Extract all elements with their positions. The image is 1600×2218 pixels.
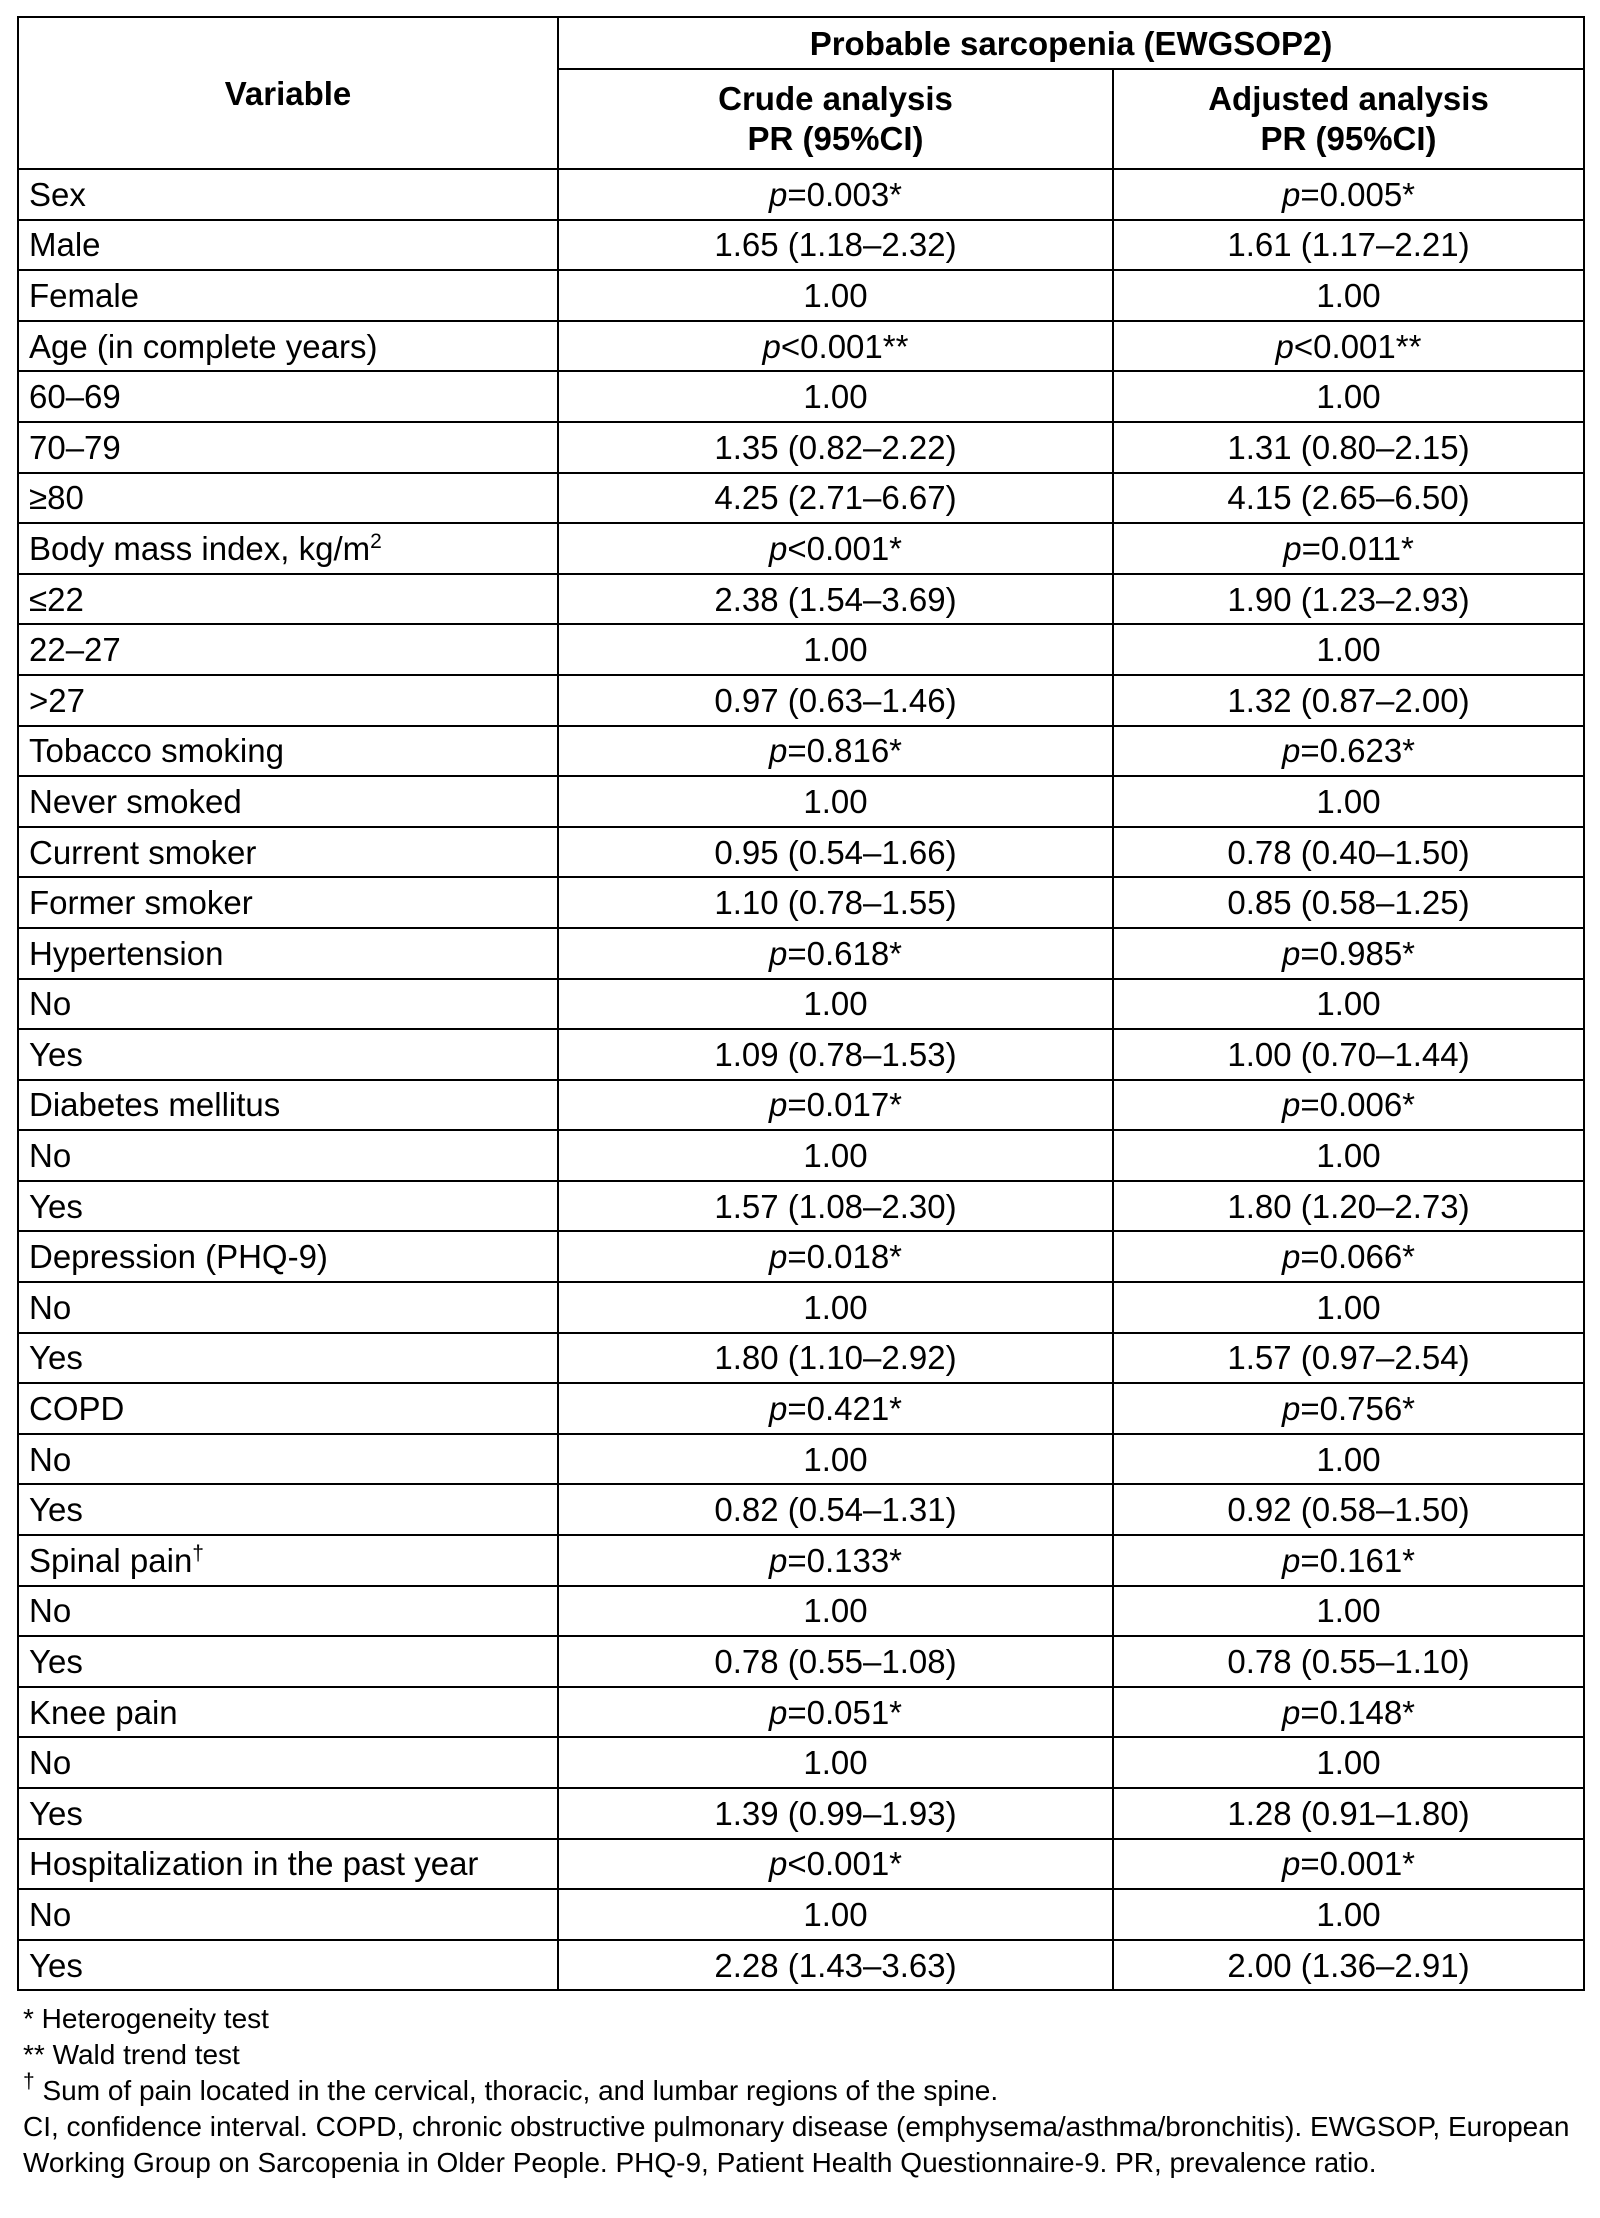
crude-value-text: 1.10 (0.78–1.55) [714, 884, 957, 922]
crude-value-cell [558, 220, 1113, 271]
adjusted-value-cell [1113, 1687, 1584, 1738]
row-label-text: Yes [29, 1491, 83, 1529]
adjusted-value-cell [1113, 1383, 1584, 1434]
crude-value-text: 2.38 (1.54–3.69) [714, 580, 957, 618]
variable-label [18, 726, 558, 777]
crude-value-cell [558, 1282, 1113, 1333]
footnote-heterogeneity: * Heterogeneity test [23, 2003, 269, 2035]
table-row [18, 1434, 1584, 1485]
crude-value-cell [558, 726, 1113, 777]
category-label [18, 1889, 558, 1940]
adjusted-value-cell [1113, 1889, 1584, 1940]
footnote-dagger [23, 2070, 1583, 2109]
category-label [18, 371, 558, 422]
table-row [18, 1788, 1584, 1839]
adjusted-value-text: 1.80 (1.20–2.73) [1227, 1187, 1470, 1225]
table-row [18, 928, 1584, 979]
table-row [18, 1080, 1584, 1131]
category-label [18, 1940, 558, 1991]
adjusted-value-text: =0.148* [1300, 1693, 1416, 1731]
adjusted-value-cell [1113, 1737, 1584, 1788]
table-row [18, 523, 1584, 574]
crude-value-text: =0.618* [787, 934, 903, 972]
row-label-text: Body mass index, kg/m [29, 529, 371, 567]
row-label-text: 60–69 [29, 378, 121, 416]
row-label-text: >27 [29, 681, 85, 719]
crude-header-line2: PR (95%CI) [747, 120, 924, 157]
table-row [18, 1940, 1584, 1991]
table-row [18, 574, 1584, 625]
row-label-text: Spinal pain [29, 1541, 193, 1579]
crude-value-cell [558, 675, 1113, 726]
crude-value-cell [558, 1383, 1113, 1434]
row-label-text: Yes [29, 1643, 83, 1681]
adjusted-value-cell [1113, 1484, 1584, 1535]
crude-value-cell [558, 270, 1113, 321]
adjusted-value-cell [1113, 473, 1584, 524]
adjusted-value-cell [1113, 270, 1584, 321]
row-label-text: Never smoked [29, 782, 242, 820]
category-label [18, 473, 558, 524]
category-label [18, 776, 558, 827]
variable-label [18, 1231, 558, 1282]
table-row [18, 270, 1584, 321]
adjusted-value-text: 1.00 [1316, 1288, 1381, 1326]
crude-value-cell [558, 1029, 1113, 1080]
adjusted-value-text: 0.85 (0.58–1.25) [1227, 884, 1470, 922]
table-row [18, 321, 1584, 372]
crude-value-text: 1.00 [803, 378, 868, 416]
p-value-symbol: p [1281, 1845, 1301, 1883]
p-value-symbol: p [1281, 1238, 1301, 1276]
adjusted-value-text: 1.00 [1316, 782, 1381, 820]
category-label [18, 675, 558, 726]
category-label [18, 1282, 558, 1333]
category-label [18, 1484, 558, 1535]
footnote-wald: ** Wald trend test [23, 2039, 240, 2071]
crude-value-cell [558, 1484, 1113, 1535]
crude-value-cell [558, 1231, 1113, 1282]
footnote-dagger-text: Sum of pain located in the cervical, thoracic, and lumbar regions of the spine. [34, 2075, 999, 2107]
p-value-symbol: p [1281, 1086, 1301, 1124]
category-label [18, 270, 558, 321]
category-label [18, 422, 558, 473]
row-label-text: Male [29, 226, 101, 264]
crude-value-text: 1.00 [803, 631, 868, 669]
p-value-symbol: p [1281, 1390, 1301, 1428]
crude-value-text: 1.00 [803, 782, 868, 820]
crude-value-text: <0.001* [787, 1845, 903, 1883]
adjusted-value-cell [1113, 523, 1584, 574]
footnote-abbreviations: CI, confidence interval. COPD, chronic obstructive pulmonary disease (emphysema/asthma/bronchitis). EWGSOP, European Working Group on Sarcopenia in Older People. PHQ-9, Patient Health Questionnaire-9. PR, prevalence ratio. [23, 2111, 1570, 2179]
adjusted-value-cell [1113, 371, 1584, 422]
row-label-text: Yes [29, 1794, 83, 1832]
p-value-symbol: p [1281, 732, 1301, 770]
table-row [18, 1636, 1584, 1687]
table-row [18, 1130, 1584, 1181]
p-value-symbol: p [1275, 327, 1294, 365]
row-label-text: ≥80 [29, 479, 84, 517]
category-label [18, 979, 558, 1030]
adjusted-value-text: 1.00 [1316, 1744, 1381, 1782]
category-label [18, 220, 558, 271]
variable-label [18, 169, 558, 220]
adjusted-value-text: 1.00 [1316, 1895, 1381, 1933]
crude-value-cell [558, 1535, 1113, 1586]
results-table-figure [17, 16, 1583, 2181]
dagger-mark: † [23, 2070, 35, 2094]
adjusted-value-cell [1113, 1130, 1584, 1181]
row-label-text: Yes [29, 1187, 83, 1225]
table-header-row [18, 17, 1584, 69]
crude-value-cell [558, 523, 1113, 574]
table-body [18, 169, 1584, 1990]
label-superscript: 2 [370, 529, 382, 553]
crude-value-text: =0.003* [787, 175, 903, 213]
crude-value-cell [558, 877, 1113, 928]
table-row [18, 371, 1584, 422]
crude-value-cell [558, 1080, 1113, 1131]
table-row [18, 877, 1584, 928]
table-row [18, 1181, 1584, 1232]
crude-value-cell [558, 422, 1113, 473]
table-row [18, 1029, 1584, 1080]
adjusted-value-cell [1113, 979, 1584, 1030]
adjusted-value-text: 0.92 (0.58–1.50) [1227, 1491, 1470, 1529]
table-row [18, 1889, 1584, 1940]
row-label-text: Hospitalization in the past year [29, 1845, 479, 1883]
row-label-text: 22–27 [29, 631, 121, 669]
adjusted-value-cell [1113, 726, 1584, 777]
row-label-text: No [29, 1592, 72, 1630]
crude-value-cell [558, 1839, 1113, 1890]
crude-value-cell [558, 1434, 1113, 1485]
adjusted-value-text: 1.28 (0.91–1.80) [1227, 1794, 1470, 1832]
crude-value-text: =0.017* [787, 1086, 903, 1124]
crude-value-text: =0.421* [787, 1390, 903, 1428]
variable-label [18, 1383, 558, 1434]
adjusted-value-cell [1113, 675, 1584, 726]
crude-value-cell [558, 776, 1113, 827]
row-label-text: Female [29, 276, 140, 314]
crude-value-cell [558, 1889, 1113, 1940]
crude-value-text: 1.57 (1.08–2.30) [714, 1187, 957, 1225]
crude-header-line1: Crude analysis [718, 80, 953, 118]
adjusted-value-cell [1113, 776, 1584, 827]
p-value-symbol: p [768, 529, 788, 567]
row-label-text: Knee pain [29, 1693, 178, 1731]
category-label [18, 1434, 558, 1485]
category-label [18, 877, 558, 928]
crude-value-cell [558, 1586, 1113, 1637]
table-row [18, 1333, 1584, 1384]
category-label [18, 574, 558, 625]
p-value-symbol: p [768, 175, 788, 213]
row-label-text: Depression (PHQ-9) [29, 1238, 328, 1276]
adjusted-value-text: 1.00 [1316, 1137, 1381, 1175]
row-label-text: 70–79 [29, 428, 121, 466]
variable-label [18, 1535, 558, 1586]
table-row [18, 1231, 1584, 1282]
adjusted-value-text: 1.00 [1316, 378, 1381, 416]
category-label [18, 624, 558, 675]
p-value-symbol: p [768, 1086, 788, 1124]
adjusted-value-cell [1113, 169, 1584, 220]
crude-value-text: =0.133* [787, 1541, 903, 1579]
adjusted-value-cell [1113, 220, 1584, 271]
table-row [18, 1839, 1584, 1890]
row-label-text: ≤22 [29, 580, 84, 618]
adjusted-value-cell [1113, 624, 1584, 675]
crude-value-text: 1.39 (0.99–1.93) [714, 1794, 957, 1832]
adjusted-value-cell [1113, 1080, 1584, 1131]
category-label [18, 1737, 558, 1788]
table-row [18, 726, 1584, 777]
crude-value-text: <0.001** [780, 327, 909, 365]
crude-value-text: =0.051* [787, 1693, 903, 1731]
adjusted-value-cell [1113, 1839, 1584, 1890]
variable-label [18, 321, 558, 372]
p-value-symbol: p [768, 934, 788, 972]
crude-value-cell [558, 827, 1113, 878]
p-value-symbol: p [768, 1390, 788, 1428]
crude-value-cell [558, 473, 1113, 524]
crude-value-text: 1.00 [803, 276, 868, 314]
category-label [18, 1636, 558, 1687]
variable-column-header: Variable [18, 17, 558, 169]
table-row [18, 422, 1584, 473]
table-row [18, 473, 1584, 524]
row-label-text: Age (in complete years) [29, 327, 378, 365]
adjusted-value-text: =0.066* [1300, 1238, 1416, 1276]
adjusted-value-text: 1.90 (1.23–2.93) [1227, 580, 1470, 618]
variable-label [18, 928, 558, 979]
row-label-text: Yes [29, 1035, 83, 1073]
table-row [18, 1687, 1584, 1738]
crude-value-text: 0.97 (0.63–1.46) [714, 681, 957, 719]
row-label-text: No [29, 1440, 72, 1478]
variable-label [18, 1839, 558, 1890]
crude-value-text: 1.00 [803, 1288, 868, 1326]
p-value-symbol: p [1281, 1541, 1301, 1579]
row-label-text: Yes [29, 1339, 83, 1377]
adjusted-header-line1: Adjusted analysis [1208, 80, 1489, 118]
adjusted-value-cell [1113, 1231, 1584, 1282]
category-label [18, 1333, 558, 1384]
row-label-text: No [29, 1288, 72, 1326]
p-value-symbol: p [1283, 529, 1302, 567]
adjusted-value-text: 1.00 [1316, 276, 1381, 314]
adjusted-value-cell [1113, 827, 1584, 878]
crude-value-cell [558, 979, 1113, 1030]
adjusted-value-text: 1.00 (0.70–1.44) [1227, 1035, 1470, 1073]
crude-value-text: 1.00 [803, 1592, 868, 1630]
adjusted-value-cell [1113, 1282, 1584, 1333]
row-label-text: Tobacco smoking [29, 732, 284, 770]
table-row [18, 1383, 1584, 1434]
label-superscript: † [192, 1541, 204, 1565]
crude-value-text: 4.25 (2.71–6.67) [714, 479, 957, 517]
variable-label [18, 523, 558, 574]
adjusted-value-text: =0.985* [1300, 934, 1416, 972]
crude-value-text: =0.816* [787, 732, 903, 770]
category-label [18, 827, 558, 878]
crude-value-cell [558, 1130, 1113, 1181]
adjusted-value-cell [1113, 1586, 1584, 1637]
adjusted-value-text: 4.15 (2.65–6.50) [1227, 479, 1470, 517]
p-value-symbol: p [768, 1541, 788, 1579]
table-row [18, 1282, 1584, 1333]
crude-value-cell [558, 321, 1113, 372]
crude-value-text: 1.65 (1.18–2.32) [714, 226, 957, 264]
crude-value-cell [558, 1333, 1113, 1384]
row-label-text: No [29, 985, 72, 1023]
adjusted-value-cell [1113, 1029, 1584, 1080]
crude-value-cell [558, 1940, 1113, 1991]
adjusted-value-text: =0.011* [1301, 529, 1414, 567]
adjusted-value-text: 0.78 (0.55–1.10) [1227, 1643, 1470, 1681]
adjusted-column-header [1113, 69, 1584, 169]
crude-value-text: 1.00 [803, 985, 868, 1023]
crude-value-text: 1.35 (0.82–2.22) [714, 428, 957, 466]
adjusted-value-text: =0.623* [1300, 732, 1416, 770]
adjusted-header-line2: PR (95%CI) [1260, 120, 1437, 157]
row-label-text: Sex [29, 175, 86, 213]
table-row [18, 1737, 1584, 1788]
row-label-text: Current smoker [29, 833, 257, 871]
adjusted-value-cell [1113, 877, 1584, 928]
variable-label [18, 1687, 558, 1738]
adjusted-value-text: 2.00 (1.36–2.91) [1227, 1946, 1470, 1984]
row-label-text: Former smoker [29, 884, 253, 922]
p-value-symbol: p [1281, 934, 1301, 972]
crude-value-text: 1.00 [803, 1744, 868, 1782]
adjusted-value-cell [1113, 928, 1584, 979]
adjusted-value-cell [1113, 1434, 1584, 1485]
variable-label [18, 1080, 558, 1131]
adjusted-value-text: <0.001** [1293, 327, 1422, 365]
row-label-text: Yes [29, 1946, 83, 1984]
table-row [18, 776, 1584, 827]
adjusted-value-text: =0.161* [1300, 1541, 1416, 1579]
row-label-text: COPD [29, 1390, 125, 1428]
category-label [18, 1788, 558, 1839]
adjusted-value-cell [1113, 1535, 1584, 1586]
crude-value-text: <0.001* [787, 529, 903, 567]
category-label [18, 1586, 558, 1637]
crude-value-text: 0.78 (0.55–1.08) [714, 1643, 957, 1681]
crude-value-text: 1.09 (0.78–1.53) [714, 1035, 957, 1073]
crude-value-text: 1.00 [803, 1137, 868, 1175]
adjusted-value-text: 0.78 (0.40–1.50) [1227, 833, 1470, 871]
adjusted-value-cell [1113, 1940, 1584, 1991]
table-row [18, 1586, 1584, 1637]
crude-value-text: 1.00 [803, 1440, 868, 1478]
table-row [18, 979, 1584, 1030]
p-value-symbol: p [1281, 175, 1301, 213]
crude-column-header [558, 69, 1113, 169]
table-row [18, 827, 1584, 878]
crude-value-text: 0.82 (0.54–1.31) [714, 1491, 957, 1529]
adjusted-value-cell [1113, 1636, 1584, 1687]
table-row [18, 624, 1584, 675]
category-label [18, 1029, 558, 1080]
p-value-symbol: p [768, 1845, 788, 1883]
adjusted-value-text: 1.31 (0.80–2.15) [1227, 428, 1470, 466]
crude-value-cell [558, 574, 1113, 625]
p-value-symbol: p [1281, 1693, 1301, 1731]
prevalence-ratio-table [17, 16, 1585, 1991]
adjusted-value-text: =0.756* [1300, 1390, 1416, 1428]
adjusted-value-text: 1.00 [1316, 1440, 1381, 1478]
crude-value-cell [558, 1687, 1113, 1738]
group-column-header: Probable sarcopenia (EWGSOP2) [558, 17, 1584, 69]
crude-value-cell [558, 1181, 1113, 1232]
crude-value-cell [558, 624, 1113, 675]
p-value-symbol: p [768, 1238, 788, 1276]
adjusted-value-text: 1.00 [1316, 985, 1381, 1023]
adjusted-value-text: 1.57 (0.97–2.54) [1227, 1339, 1470, 1377]
crude-value-text: 2.28 (1.43–3.63) [714, 1946, 957, 1984]
row-label-text: Hypertension [29, 934, 224, 972]
crude-value-text: 1.00 [803, 1895, 868, 1933]
p-value-symbol: p [768, 732, 788, 770]
crude-value-text: 1.80 (1.10–2.92) [714, 1339, 957, 1377]
adjusted-value-cell [1113, 1333, 1584, 1384]
crude-value-text: =0.018* [787, 1238, 903, 1276]
table-row [18, 1484, 1584, 1535]
table-row [18, 1535, 1584, 1586]
category-label [18, 1130, 558, 1181]
crude-value-cell [558, 1737, 1113, 1788]
row-label-text: No [29, 1895, 72, 1933]
crude-value-cell [558, 1788, 1113, 1839]
adjusted-value-text: 1.00 [1316, 631, 1381, 669]
adjusted-value-text: =0.001* [1300, 1845, 1416, 1883]
row-label-text: No [29, 1137, 72, 1175]
crude-value-cell [558, 169, 1113, 220]
crude-value-text: 0.95 (0.54–1.66) [714, 833, 957, 871]
adjusted-value-cell [1113, 422, 1584, 473]
crude-value-cell [558, 371, 1113, 422]
row-label-text: Diabetes mellitus [29, 1086, 281, 1124]
adjusted-value-cell [1113, 1788, 1584, 1839]
adjusted-value-text: 1.00 [1316, 1592, 1381, 1630]
table-footnotes [17, 2001, 1583, 2181]
crude-value-cell [558, 928, 1113, 979]
table-row [18, 675, 1584, 726]
table-row [18, 169, 1584, 220]
adjusted-value-text: =0.005* [1300, 175, 1416, 213]
p-value-symbol: p [768, 1693, 788, 1731]
p-value-symbol: p [762, 327, 781, 365]
adjusted-value-text: =0.006* [1300, 1086, 1416, 1124]
adjusted-value-cell [1113, 321, 1584, 372]
crude-value-cell [558, 1636, 1113, 1687]
adjusted-value-text: 1.61 (1.17–2.21) [1227, 226, 1470, 264]
row-label-text: No [29, 1744, 72, 1782]
table-row [18, 220, 1584, 271]
adjusted-value-cell [1113, 1181, 1584, 1232]
category-label [18, 1181, 558, 1232]
adjusted-value-cell [1113, 574, 1584, 625]
adjusted-value-text: 1.32 (0.87–2.00) [1227, 681, 1470, 719]
